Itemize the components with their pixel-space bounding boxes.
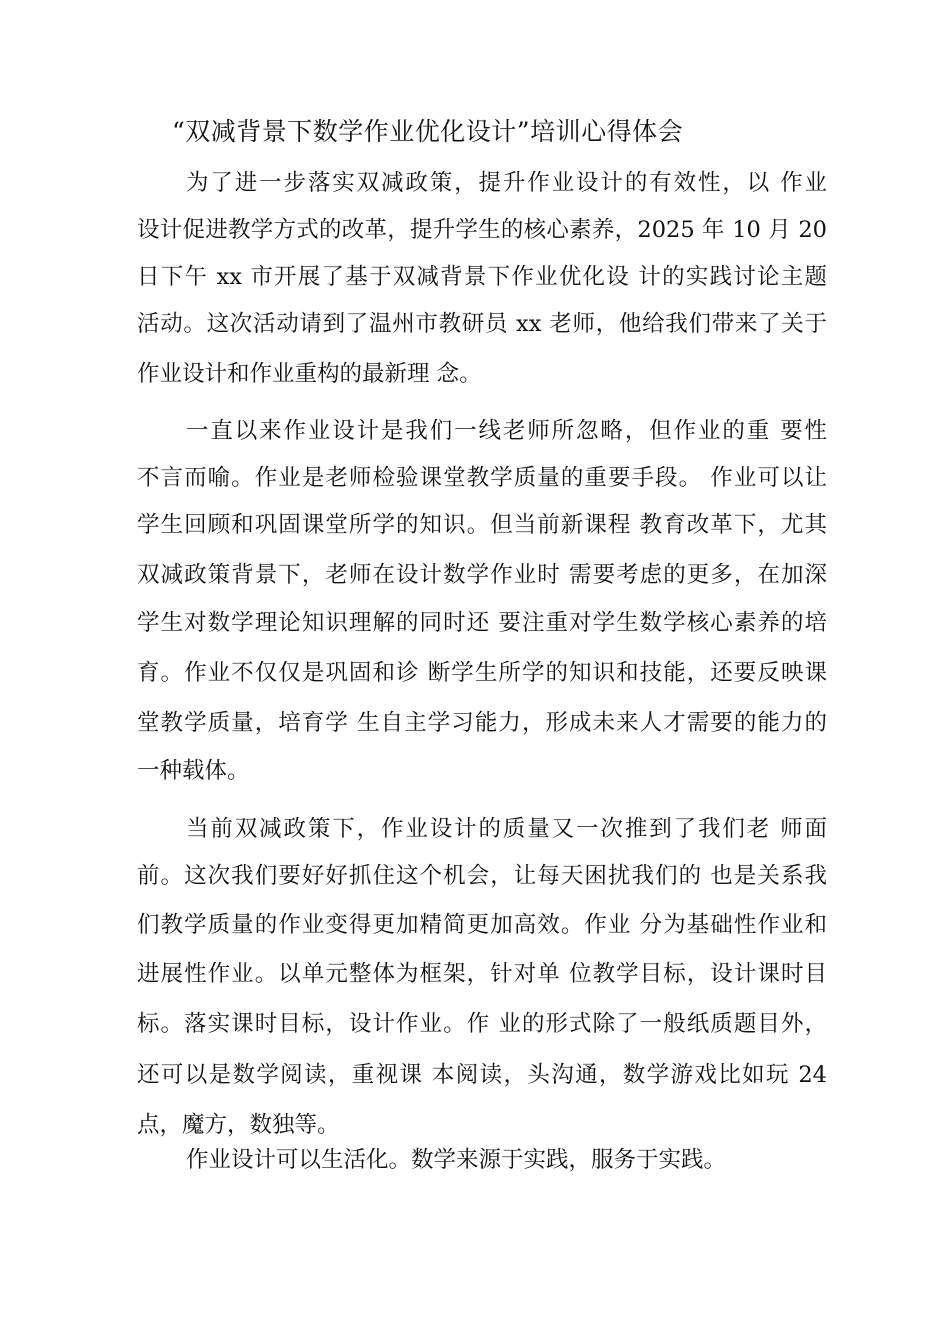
paragraph-line: 堂教学质量，培育学 生自主学习能力，形成未来人才需要的能力的	[137, 710, 827, 736]
paragraph-line: 标。落实课时目标，设计作业。作 业的形式除了一般纸质题目外，	[137, 1011, 827, 1037]
paragraph-line: 们教学质量的作业变得更加精简更加高效。作业 分为基础性作业和	[137, 912, 827, 938]
paragraph-line: 学生对数学理论知识理解的同时还 要注重对学生数学核心素养的培	[137, 610, 827, 636]
paragraph-line: 作业设计可以生活化。数学来源于实践，服务于实践。	[186, 1147, 727, 1173]
paragraph-line: 学生回顾和巩固课堂所学的知识。但当前新课程 教育改革下，尤其	[137, 512, 827, 538]
paragraph-line: 当前双减政策下，作业设计的质量又一次推到了我们老 师面	[186, 816, 827, 842]
paragraph-line: 活动。这次活动请到了温州市教研员 xx 老师，他给我们带来了关于	[137, 311, 827, 337]
paragraph-line: 不言而喻。作业是老师检验课堂教学质量的重要手段。 作业可以让	[137, 465, 827, 491]
paragraph-line: 一种载体。	[137, 758, 250, 784]
paragraph-line: 为了进一步落实双减政策，提升作业设计的有效性，以 作业	[186, 170, 827, 196]
paragraph-line: 双减政策背景下，老师在设计数学作业时 需要考虑的更多，在加深	[137, 562, 827, 588]
paragraph-line: 设计促进教学方式的改革，提升学生的核心素养，2025 年 10 月 20	[137, 217, 827, 243]
paragraph-line: 还可以是数学阅读，重视课 本阅读，头沟通，数学游戏比如玩 24	[137, 1062, 827, 1088]
paragraph-line: 进展性作业。以单元整体为框架，针对单 位教学目标，设计课时目	[137, 961, 827, 987]
paragraph-line: 一直以来作业设计是我们一线老师所忽略，但作业的重 要性	[186, 418, 827, 444]
paragraph-line: 点，魔方，数独等。	[137, 1112, 340, 1138]
paragraph-line: 前。这次我们要好好抓住这个机会，让每天困扰我们的 也是关系我	[137, 863, 827, 889]
paragraph-line: 日下午 xx 市开展了基于双减背景下作业优化设 计的实践讨论主题	[137, 264, 827, 290]
paragraph-line: 作业设计和作业重构的最新理 念。	[137, 361, 482, 387]
document-title: “双减背景下数学作业优化设计”培训心得体会	[172, 117, 684, 146]
paragraph-line: 育。作业不仅仅是巩固和诊 断学生所学的知识和技能，还要反映课	[137, 660, 827, 686]
